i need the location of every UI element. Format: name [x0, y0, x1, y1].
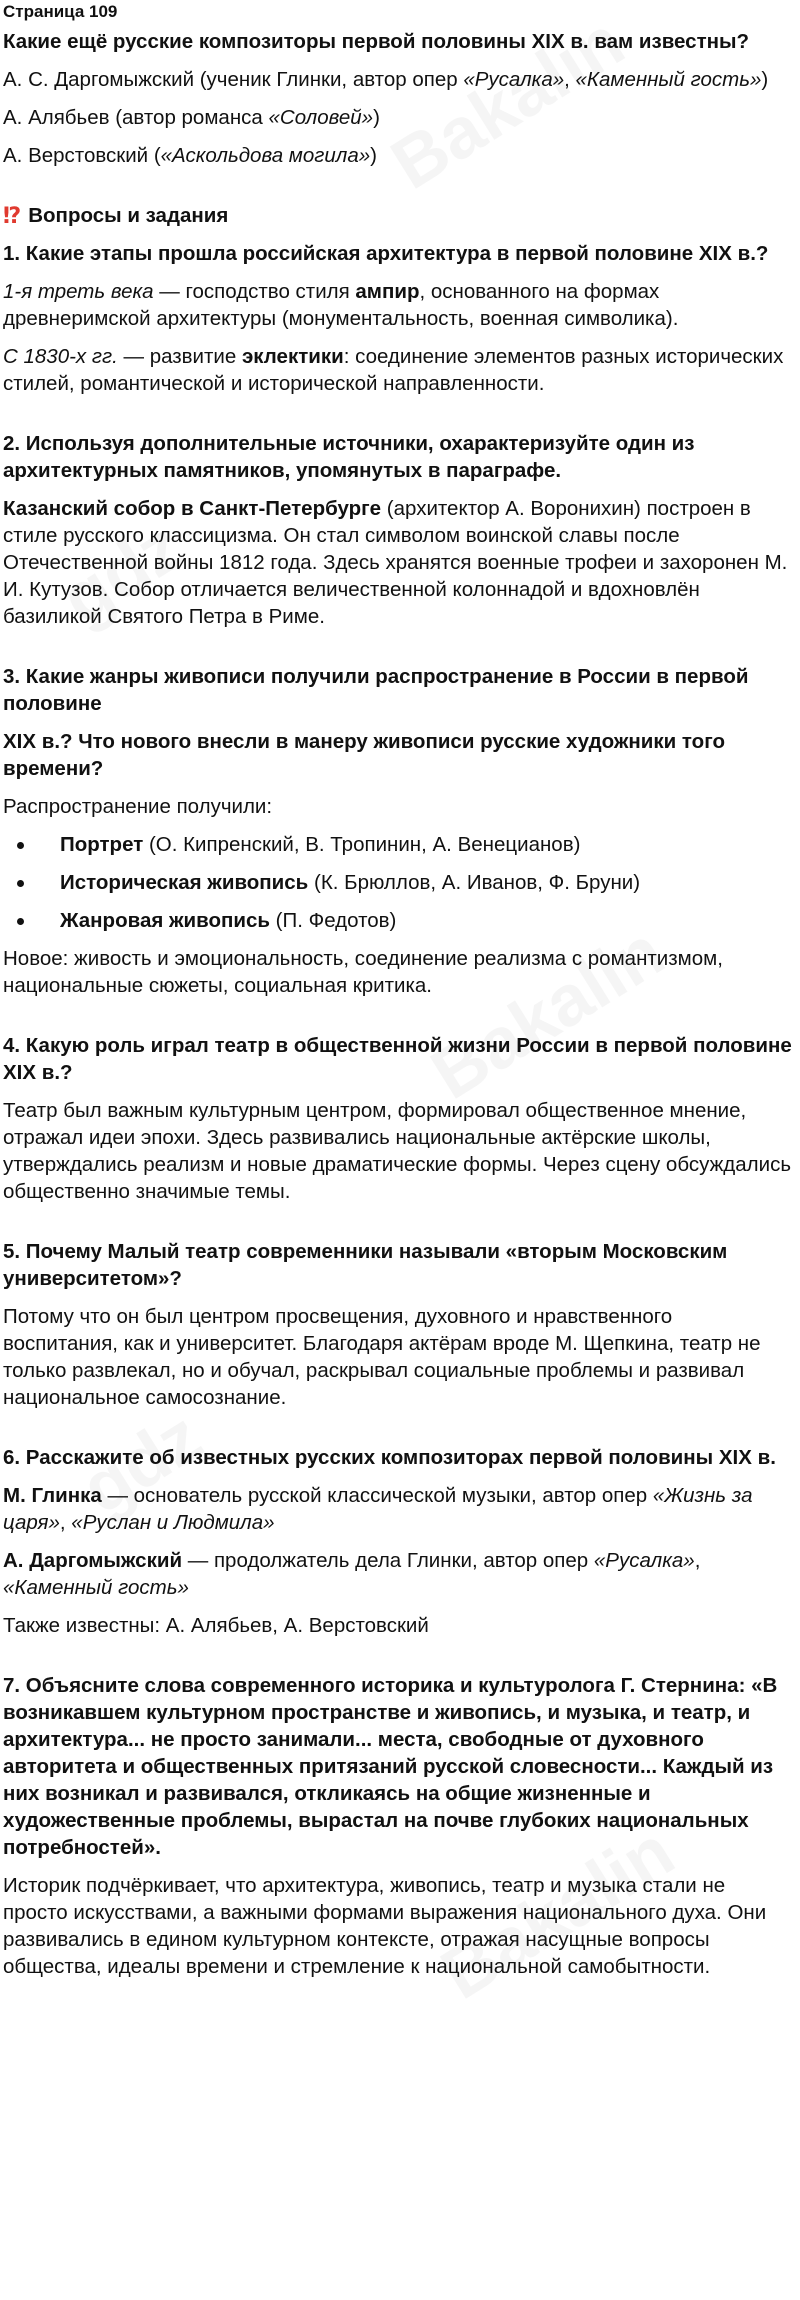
intro-item-verstovsky: А. Верстовский («Аскольдова могила»): [3, 144, 377, 167]
list-item: Жанровая живопись (П. Федотов): [3, 907, 792, 934]
list-item: Портрет (О. Кипренский, В. Тропинин, А. Венецианов): [3, 831, 792, 858]
question-4: 4. Какую роль играл театр в общественной жизни России в первой половине XIX в.?: [3, 1034, 792, 1084]
intro-item-alyabyev: А. Алябьев (автор романса «Соловей»): [3, 106, 380, 129]
question-6: 6. Расскажите об известных русских композиторах первой половины XIX в.: [3, 1446, 776, 1469]
answer-1-paragraph-2: С 1830-х гг. — развитие эклектики: соединение элементов разных исторических стилей, романтической и исторической направленности.: [3, 345, 784, 395]
question-1: 1. Какие этапы прошла российская архитектура в первой половине XIX в.?: [3, 242, 769, 265]
answer-1-paragraph-1: 1-я треть века — господство стиля ампир, основанного на формах древнеримской архитектуры (монументальность, военная символика).: [3, 280, 679, 330]
list-item: Историческая живопись (К. Брюллов, А. Иванов, Ф. Бруни): [3, 869, 792, 896]
question-5: 5. Почему Малый театр современники называли «вторым Московским университетом»?: [3, 1240, 728, 1290]
answer-6-glinka: М. Глинка — основатель русской классической музыки, автор опер «Жизнь за царя», «Руслан и Людмила»: [3, 1484, 753, 1534]
answer-7: Историк подчёркивает, что архитектура, живопись, театр и музыка стали не просто искусствами, а важными формами выражения национального духа. Они развивались в едином культурном контексте, отражая насущные вопросы общества, идеалы времени и стремление к национальной самобытности.: [3, 1874, 767, 1978]
intro-question: Какие ещё русские композиторы первой половины XIX в. вам известны?: [3, 30, 750, 53]
double-exclamation-question-icon: ⁉: [3, 203, 19, 228]
question-2: 2. Используя дополнительные источники, охарактеризуйте один из архитектурных памятников, упомянутых в параграфе.: [3, 432, 695, 482]
section-heading: [3, 202, 792, 229]
answer-6-others: Также известны: А. Алябьев, А. Верстовский: [3, 1614, 429, 1637]
answer-6-dargomyzhsky: А. Даргомыжский — продолжатель дела Глинки, автор опер «Русалка», «Каменный гость»: [3, 1549, 701, 1599]
page-number: Страница 109: [3, 2, 118, 21]
intro-item-dargomyzhsky: А. С. Даргомыжский (ученик Глинки, автор опер «Русалка», «Каменный гость»): [3, 68, 769, 91]
answer-2: Казанский собор в Санкт-Петербурге (архитектор А. Воронихин) построен в стиле русского классицизма. Он стал символом воинской славы после Отечественной войны 1812 года. Здесь хранятся военные трофеи и захоронен М. И. Кутузов. Собор отличается величественной колоннадой и вдохновлён базиликой Святого Петра в Риме.: [3, 497, 788, 628]
genres-list: [3, 831, 792, 934]
answer-3-summary: Новое: живость и эмоциональность, соединение реализма с романтизмом, национальные сюжеты, социальная критика.: [3, 947, 723, 997]
section-title: Вопросы и задания: [28, 204, 229, 227]
answer-5: Потому что он был центром просвещения, духовного и нравственного воспитания, как и университет. Благодаря актёрам вроде М. Щепкина, театр не только развлекал, но и обучал, раскрывал социальные проблемы и развивал национальное самосознание.: [3, 1305, 761, 1409]
question-3-line-2: XIX в.? Что нового внесли в манеру живописи русские художники того времени?: [3, 730, 725, 780]
question-7: 7. Объясните слова современного историка и культуролога Г. Стернина: «В возникавшем культурном пространстве и живопись, и музыка, и театр, и архитектура... не просто занимали... места, свободные от духовного авторитета и общественных притязаний русской словесности... Каждый из них возникал и развивался, откликаясь на общие жизненные и художественные проблемы, вырастал на почве глубоких национальных потребностей».: [3, 1674, 778, 1859]
answer-3-lead: Распространение получили:: [3, 795, 273, 818]
question-3-line-1: 3. Какие жанры живописи получили распространение в России в первой половине: [3, 665, 749, 715]
answer-4: Театр был важным культурным центром, формировал общественное мнение, отражал идеи эпохи. Здесь развивались национальные актёрские школы, утверждались реализм и новые драматические формы. Через сцену обсуждались общественно значимые темы.: [3, 1099, 791, 1203]
